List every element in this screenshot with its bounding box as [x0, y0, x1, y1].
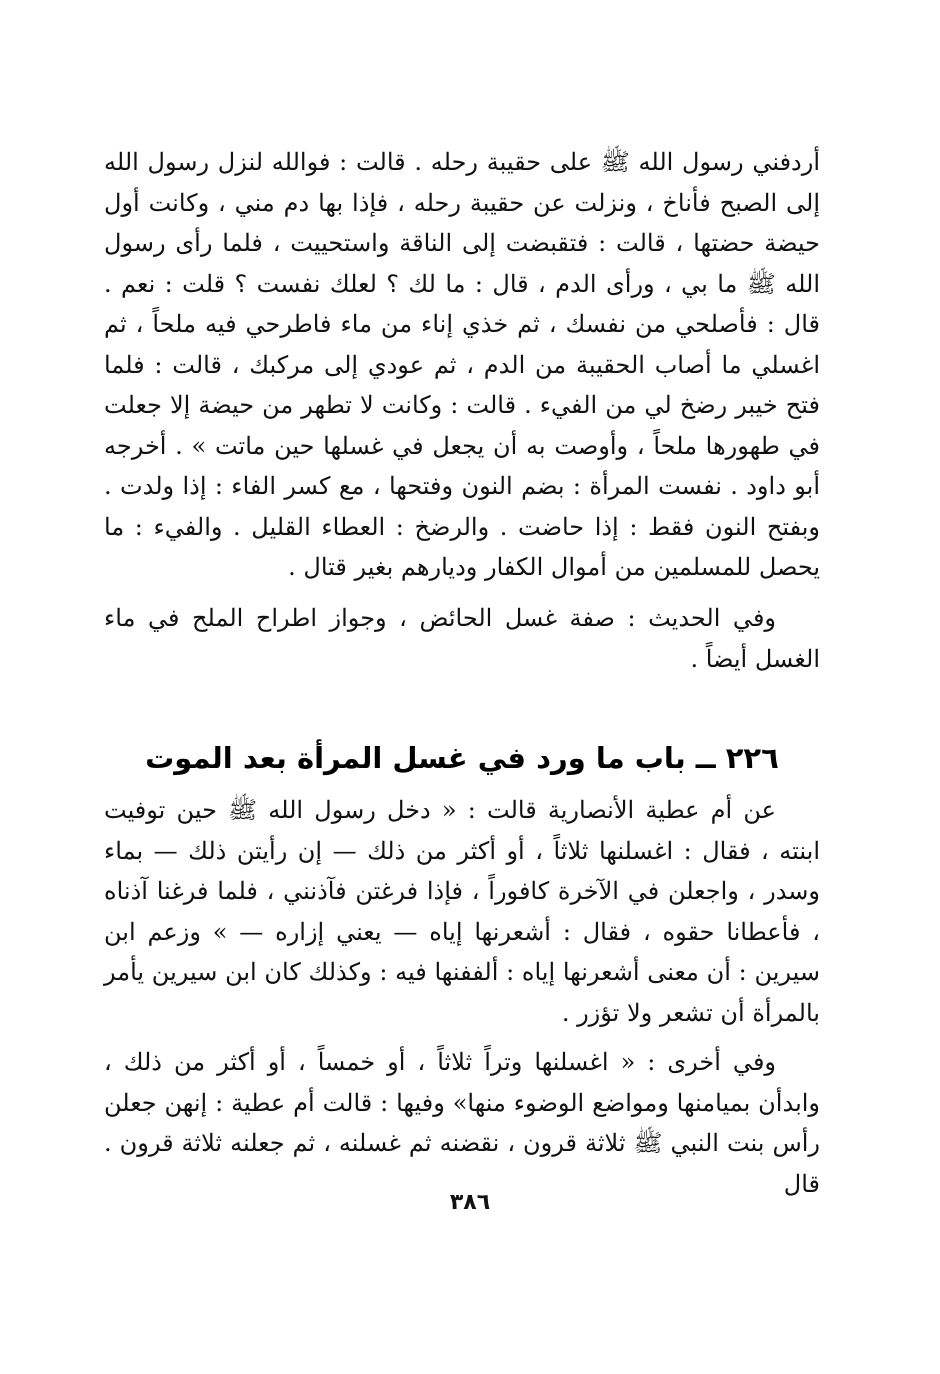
paragraph-text: عن أم عطية الأنصارية قالت : « دخل رسول الله ﷺ حين توفيت ابنته ، فقال : اغسلنها ثلاثاً ، أو أكثر من ذلك — إن رأيتن ذلك — بماء وسدر ، واجعلن في الآخرة كافوراً ، فإذا فرغتن فآذنني ، فلما فرغنا آذناه ، فأعطانا حقوه ، فقال : أشعرنها إياه — يعني إزاره — » وزعم ابن سيرين : أن معنى أشعرنها إياه : ألففنها فيه : وكذلك كان ابن سيرين يأمر بالمرأة أن تشعر ولا تؤزر .: [104, 796, 820, 1027]
hadith-paragraph-continued: [104, 142, 820, 588]
page-number: ٣٨٦: [449, 1190, 491, 1215]
paragraph-text: وفي أخرى : « اغسلنها وتراً ثلاثاً ، أو خمساً ، أو أكثر من ذلك ، وابدأن بميامنها ومواضع الوضوء منها» وفيها : قالت أم عطية : إنهن جعلن رأس بنت النبي ﷺ ثلاثة قرون ، نقضنه ثم غسلنه ، ثم جعلنه ثلاثة قرون . قال: [104, 1048, 820, 1198]
hadith-paragraph: [104, 790, 820, 1033]
paragraph-text: وفي الحديث : صفة غسل الحائض ، وجواز اطراح الملح في ماء الغسل أيضاً .: [104, 604, 820, 673]
paragraph-text: أردفني رسول الله ﷺ على حقيبة رحله . قالت : فوالله لنزل رسول الله إلى الصبح فأناخ ، ونزلت عن حقيبة رحله ، فإذا بها دم مني ، وكانت أول حيضة حضتها ، قالت : فتقبضت إلى الناقة واستحييت ، فلما رأى رسول الله ﷺ ما بي ، ورأى الدم ، قال : ما لك ؟ لعلك نفست ؟ قلت : نعم . قال : فأصلحي من نفسك ، ثم خذي إناء من ماء فاطرحي فيه ملحاً ، ثم اغسلي ما أصاب الحقيبة من الدم ، ثم عودي إلى مركبك ، قالت : فلما فتح خيبر رضخ لي من الفيء . قالت : وكانت لا تطهر من حيضة إلا جعلت في طهورها ملحاً ، وأوصت به أن يجعل في غسلها حين ماتت » . أخرجه أبو داود . نفست المرأة : بضم النون وفتحها ، مع كسر الفاء : إذا ولدت . وبفتح النون فقط : إذا حاضت . والرضخ : العطاء القليل . والفيء : ما يحصل للمسلمين من أموال الكفار وديارهم بغير قتال .: [104, 148, 821, 581]
commentary-paragraph: [104, 598, 820, 679]
hadith-variant-paragraph: [104, 1042, 820, 1204]
chapter-heading: ٢٢٦ ــ باب ما ورد في غسل المرأة بعد الموت: [145, 741, 779, 776]
